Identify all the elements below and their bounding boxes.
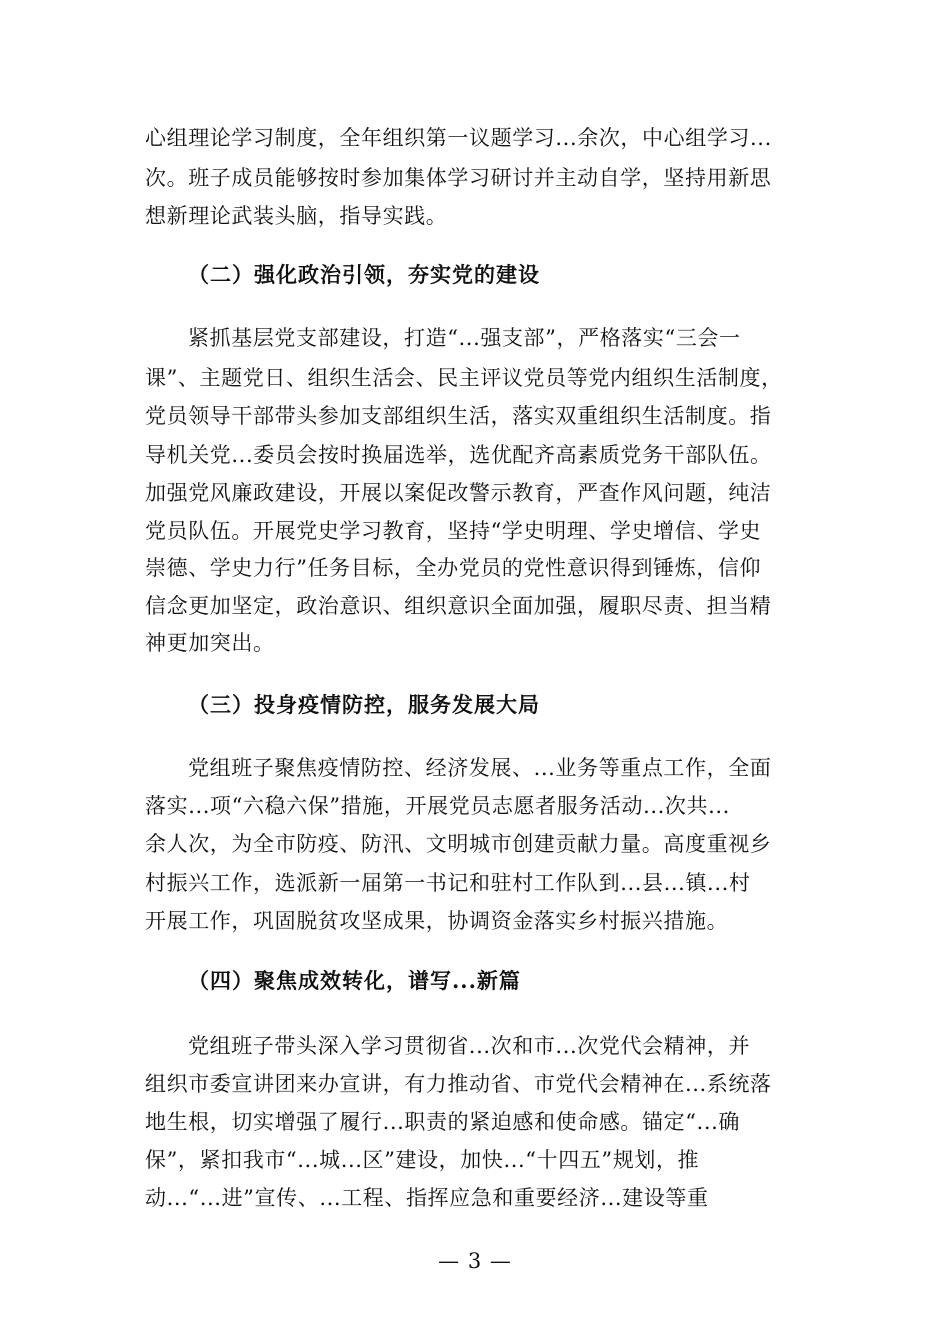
paragraph-3-line-4: 村振兴工作，选派新一届第一书记和驻村工作队到...县...镇...村 <box>145 871 751 895</box>
paragraph-2-line-7: 崇德、学史力行”任务目标，全办党员的党性意识得到锤炼，信仰 <box>145 556 762 580</box>
paragraph-2-line-2: 课”、主题党日、组织生活会、民主评议党员等党内组织生活制度， <box>145 366 783 390</box>
paragraph-2-line-1: 紧抓基层党支部建设，打造“...强支部”，严格落实“三会一 <box>188 326 741 350</box>
paragraph-2-line-9: 神更加突出。 <box>145 631 275 655</box>
paragraph-1-line-3: 想新理论武装头脑，指导实践。 <box>145 204 448 228</box>
paragraph-3-line-2: 落实...项“六稳六保”措施，开展党员志愿者服务活动...次共... <box>145 794 730 818</box>
paragraph-1-line-2: 次。班子成员能够按时参加集体学习研讨并主动自学，坚持用新思 <box>145 166 772 190</box>
paragraph-3-line-3: 余人次，为全市防疫、防汛、文明城市创建贡献力量。高度重视乡 <box>145 832 772 856</box>
paragraph-4-line-3: 地生根，切实增强了履行...职责的紧迫感和使命感。锚定“...确 <box>145 1110 740 1134</box>
paragraph-4-line-5: 动...“...进”宣传、...工程、指挥应急和重要经济...建设等重 <box>145 1186 709 1210</box>
section-heading-4: （四）聚焦成效转化，谱写...新篇 <box>188 968 521 993</box>
paragraph-2-line-5: 加强党风廉政建设，开展以案促改警示教育，严查作风问题，纯洁 <box>145 481 772 505</box>
paragraph-2-line-8: 信念更加坚定，政治意识、组织意识全面加强，履职尽责、担当精 <box>145 594 772 618</box>
paragraph-2-line-3: 党员领导干部带头参加支部组织生活，落实双重组织生活制度。指 <box>145 404 772 428</box>
paragraph-3-line-5: 开展工作，巩固脱贫攻坚成果，协调资金落实乡村振兴措施。 <box>145 909 729 933</box>
paragraph-1-line-1: 心组理论学习制度，全年组织第一议题学习...余次，中心组学习... <box>145 126 772 150</box>
paragraph-2-line-4: 导机关党...委员会按时换届选举，选优配齐高素质党务干部队伍。 <box>145 443 772 467</box>
paragraph-2-line-6: 党员队伍。开展党史学习教育，坚持“学史明理、学史增信、学史 <box>145 519 762 543</box>
paragraph-4-line-4: 保”，紧扣我市“...城...区”建设，加快...“十四五”规划，推 <box>145 1148 700 1172</box>
section-heading-3: （三）投身疫情防控，服务发展大局 <box>188 692 540 717</box>
section-heading-2: （二）强化政治引领，夯实党的建设 <box>188 262 540 287</box>
page-number: — 3 — <box>438 1249 512 1273</box>
paragraph-4-line-2: 组织市委宣讲团来办宣讲，有力推动省、市党代会精神在...系统落 <box>145 1072 772 1096</box>
paragraph-3-line-1: 党组班子聚焦疫情防控、经济发展、...业务等重点工作，全面 <box>188 756 772 780</box>
paragraph-4-line-1: 党组班子带头深入学习贯彻省...次和市...次党代会精神，并 <box>188 1034 751 1058</box>
